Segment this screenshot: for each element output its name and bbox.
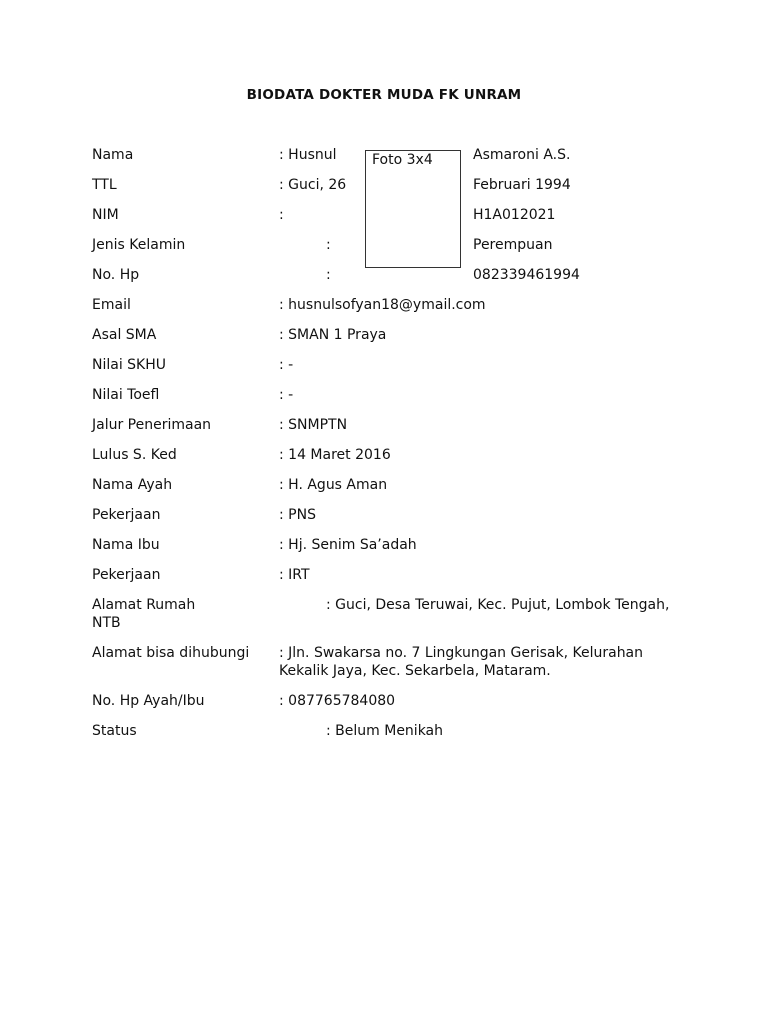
label-ttl: TTL (92, 177, 117, 193)
value-alamat-rumah: : Guci, Desa Teruwai, Kec. Pujut, Lombok Tengah, (326, 597, 670, 613)
label-no-hp: No. Hp (92, 267, 140, 283)
label-pekerjaan-ibu: Pekerjaan (92, 567, 161, 583)
page-title: BIODATA DOKTER MUDA FK UNRAM (246, 87, 522, 103)
label-jenis-kelamin: Jenis Kelamin (92, 237, 186, 253)
value-nama-ayah: : H. Agus Aman (279, 477, 388, 493)
photo-placeholder-box (365, 150, 461, 268)
value-asal-sma: : SMAN 1 Praya (279, 327, 387, 343)
value-alamat-rumah-cont: NTB (92, 615, 121, 631)
value-nama-cont: Asmaroni A.S. (473, 147, 571, 163)
value-no-hp-cont: 082339461994 (473, 267, 580, 283)
value-nim: : (279, 207, 284, 223)
label-alamat-rumah: Alamat Rumah (92, 597, 196, 613)
value-nama: : Husnul (279, 147, 337, 163)
label-nilai-skhu: Nilai SKHU (92, 357, 167, 373)
label-nama: Nama (92, 147, 134, 163)
label-lulus-sked: Lulus S. Ked (92, 447, 177, 463)
value-hp-ortu: : 087765784080 (279, 693, 396, 709)
value-nim-cont: H1A012021 (473, 207, 556, 223)
value-alamat-dihubungi: : Jln. Swakarsa no. 7 Lingkungan Gerisak, Kelurahan (279, 645, 644, 661)
value-status: : Belum Menikah (326, 723, 444, 739)
value-jalur-penerimaan: : SNMPTN (279, 417, 348, 433)
label-pekerjaan-ayah: Pekerjaan (92, 507, 161, 523)
value-email: : husnulsofyan18@ymail.com (279, 297, 486, 313)
label-jalur-penerimaan: Jalur Penerimaan (92, 417, 212, 433)
label-asal-sma: Asal SMA (92, 327, 157, 343)
value-alamat-dihubungi-cont: Kekalik Jaya, Kec. Sekarbela, Mataram. (279, 663, 551, 679)
value-pekerjaan-ayah: : PNS (279, 507, 316, 523)
label-nilai-toefl: Nilai Toefl (92, 387, 160, 403)
value-nilai-toefl: : - (279, 387, 294, 403)
value-jenis-kelamin: : (326, 237, 331, 253)
value-ttl-cont: Februari 1994 (473, 177, 571, 193)
value-lulus-sked: : 14 Maret 2016 (279, 447, 391, 463)
value-nama-ibu: : Hj. Senim Sa’adah (279, 537, 417, 553)
value-no-hp: : (326, 267, 331, 283)
photo-placeholder-label: Foto 3x4 (372, 152, 433, 168)
label-alamat-dihubungi: Alamat bisa dihubungi (92, 645, 250, 661)
label-nim: NIM (92, 207, 119, 223)
label-email: Email (92, 297, 131, 313)
value-nilai-skhu: : - (279, 357, 294, 373)
label-nama-ibu: Nama Ibu (92, 537, 160, 553)
label-status: Status (92, 723, 137, 739)
value-pekerjaan-ibu: : IRT (279, 567, 310, 583)
value-jenis-kelamin-cont: Perempuan (473, 237, 553, 253)
label-hp-ortu: No. Hp Ayah/Ibu (92, 693, 205, 709)
label-nama-ayah: Nama Ayah (92, 477, 173, 493)
value-ttl: : Guci, 26 (279, 177, 347, 193)
